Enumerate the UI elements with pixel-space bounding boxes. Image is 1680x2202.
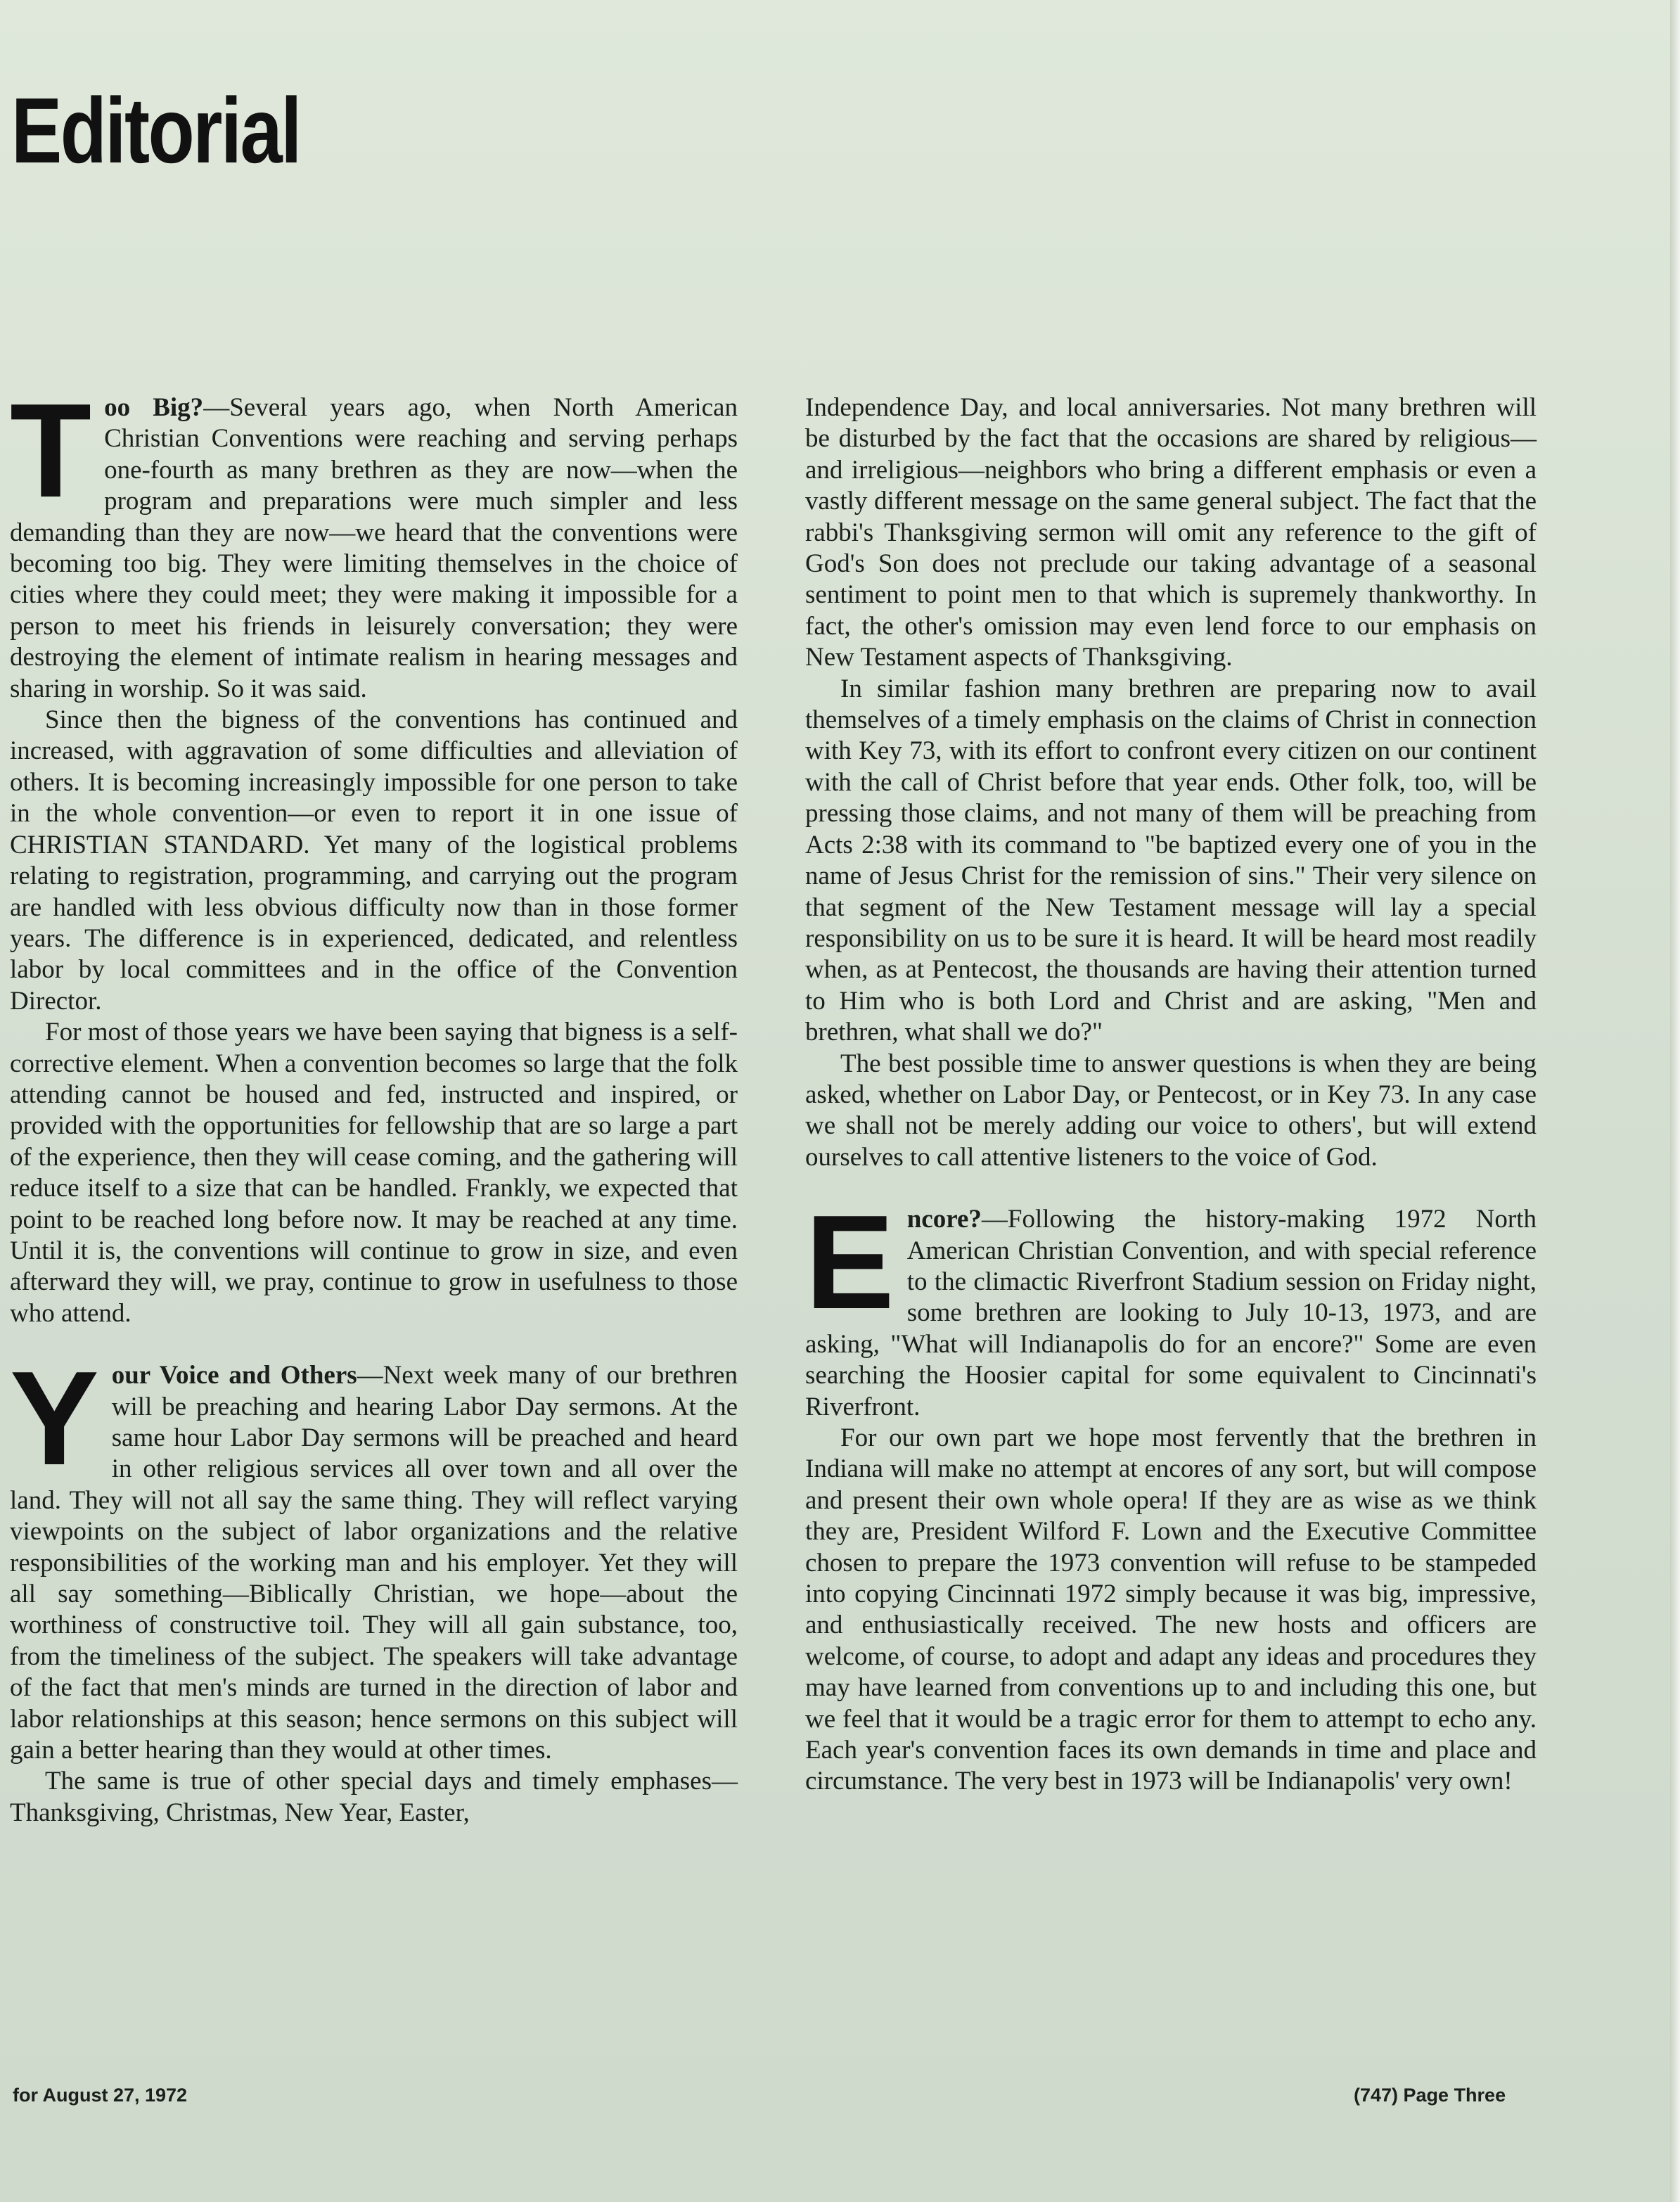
article-heading: ncore? [906,1205,982,1234]
paragraph: Since then the bigness of the conventions has continued and increased, with aggravation of some difficulties and alleviation of others. It is becoming increasingly impossible for one person to take in the whole convention—or even to report it in one issue of CHRISTIAN STANDARD. Yet many of the logistical problems relating to registration, programming, and carrying out the program are handled with less obvious difficulty now than in those former years. The difference is in experienced, dedicated, and relentless labor by local committees and in the office of the Convention Director. [10,705,738,1016]
right-column [805,392,1537,1798]
paragraph: For our own part we hope most fervently that the brethren in Indiana will make no attempt at encores of any sort, but will compose and present their own whole opera! If they are as wise as we think they are, President Wilford F. Lown and the Executive Committee chosen to prepare the 1973 convention will refuse to be stampeded into copying Cincinnati 1972 simply because it was big, impressive, and enthusiastically received. The new hosts and officers are welcome, of course, to adopt and adapt any ideas and procedures they may have learned from conventions up to and including this one, but we feel that it would be a tragic error for them to attempt to echo any. Each year's convention faces its own demands in time and place and circumstance. The very best in 1973 will be Indianapolis' very own! [805,1423,1537,1796]
page-title: Editorial [11,79,300,182]
article-heading: oo Big? [104,393,204,422]
paragraph [10,376,738,705]
footer-date: for August 27, 1972 [13,2085,188,2106]
page-edge [1670,0,1680,2202]
drop-cap: E [805,1188,894,1338]
article-heading: our Voice and Others [111,1361,357,1390]
paragraph: Independence Day, and local anniversaries. Not many brethren will be disturbed by the fact that the occasions are shared by religious—and irreligious—neighbors who bring a different emphasis or even a vastly different message on the same general subject. The fact that the rabbi's Thanksgiving sermon will omit any reference to the gift of God's Son does not preclude our taking advantage of a seasonal sentiment to point men to that which is supremely thankworthy. In fact, the other's omission may even lend force to our emphasis on New Testament aspects of Thanksgiving. [805,393,1537,672]
article-your-voice [10,1344,738,1829]
paragraph: In similar fashion many brethren are preparing now to avail themselves of a timely emphasis on the claims of Christ in connection with Key 73, with its effort to confront every citizen on our continent with the call of Christ before that year ends. Other folk, too, will be pressing those claims, and not many of them will be preaching from Acts 2:38 with its command to "be baptized every one of you in the name of Jesus Christ for the remission of sins." Their very silence on that segment of the New Testament message will lay a special responsibility on us to be sure it is heard. It will be heard most readily when, as at Pentecost, the thousands are having their attention turned to Him who is both Lord and Christ and are asking, "Men and brethren, what shall we do?" [805,674,1537,1047]
article-encore [805,1188,1537,1798]
paragraph [10,1344,738,1766]
paragraph: The best possible time to answer questions is when they are being asked, whether on Labor Day, or Pentecost, or in Key 73. In any case we shall not be merely adding our voice to others', but will extend ourselves to call attentive listeners to the voice of God. [805,1049,1537,1172]
paragraph: For most of those years we have been saying that bigness is a self-corrective element. When a convention becomes so large that the folk attending cannot be housed and fed, instructed and inspired, or provided with the opportunities for fellowship that are so large a part of the experience, then they will cease coming, and the gathering will reduce itself to a size that can be handled. Frankly, we expected that point to be reached long before now. It may be reached at any time. Until it is, the conventions will continue to grow in size, and even afterward they will, we pray, continue to grow in usefulness to those who attend. [10,1018,738,1328]
paragraph: The same is true of other special days and timely emphases—Thanksgiving, Christmas, New Year, Easter, [10,1767,738,1827]
drop-cap: T [10,376,92,525]
paragraph-text: —Several years ago, when North American Christian Conventions were reaching and serving perhaps one-fourth as many brethren as they are now—when the program and preparations were much simpler and less demanding than they are now—we heard that the conventions were becoming too big. They were limiting themselves in the choice of cities where they could meet; they were making it impossible for a person to meet his friends in leisurely conversation; they were destroying the element of intimate realism in hearing messages and sharing in worship. So it was said. [10,393,738,703]
article-too-big [10,376,738,1329]
paragraph [805,1188,1537,1423]
article-your-voice-continued [805,392,1537,1173]
paragraph-text: —Following the history-making 1972 North American Christian Convention, and with special reference to the climactic Riverfront Stadium session on Friday night, some brethren are looking to July 10-13, 1973, and are asking, "What will Indianapolis do for an encore?" Some are even searching the Hoosier capital for some equivalent to Cincinnati's Riverfront. [805,1205,1537,1421]
paragraph-text: —Next week many of our brethren will be preaching and hearing Labor Day sermons. At the same hour Labor Day sermons will be preached and heard in other religious services all over town and all over the land. They will not all say the same thing. They will reflect varying viewpoints on the subject of labor organizations and the relative responsibilities of the working man and his employer. Yet they will all say something—Biblically Christian, we hope—about the worthiness of constructive toil. They will all gain substance, too, from the timeliness of the subject. The speakers will take advantage of the fact that men's minds are turned in the direction of labor and labor relationships at this season; hence sermons on this subject will gain a better hearing than they would at other times. [10,1361,738,1765]
drop-cap: Y [10,1344,99,1494]
left-column [10,376,738,1829]
footer-page-number: (747) Page Three [1354,2085,1506,2106]
